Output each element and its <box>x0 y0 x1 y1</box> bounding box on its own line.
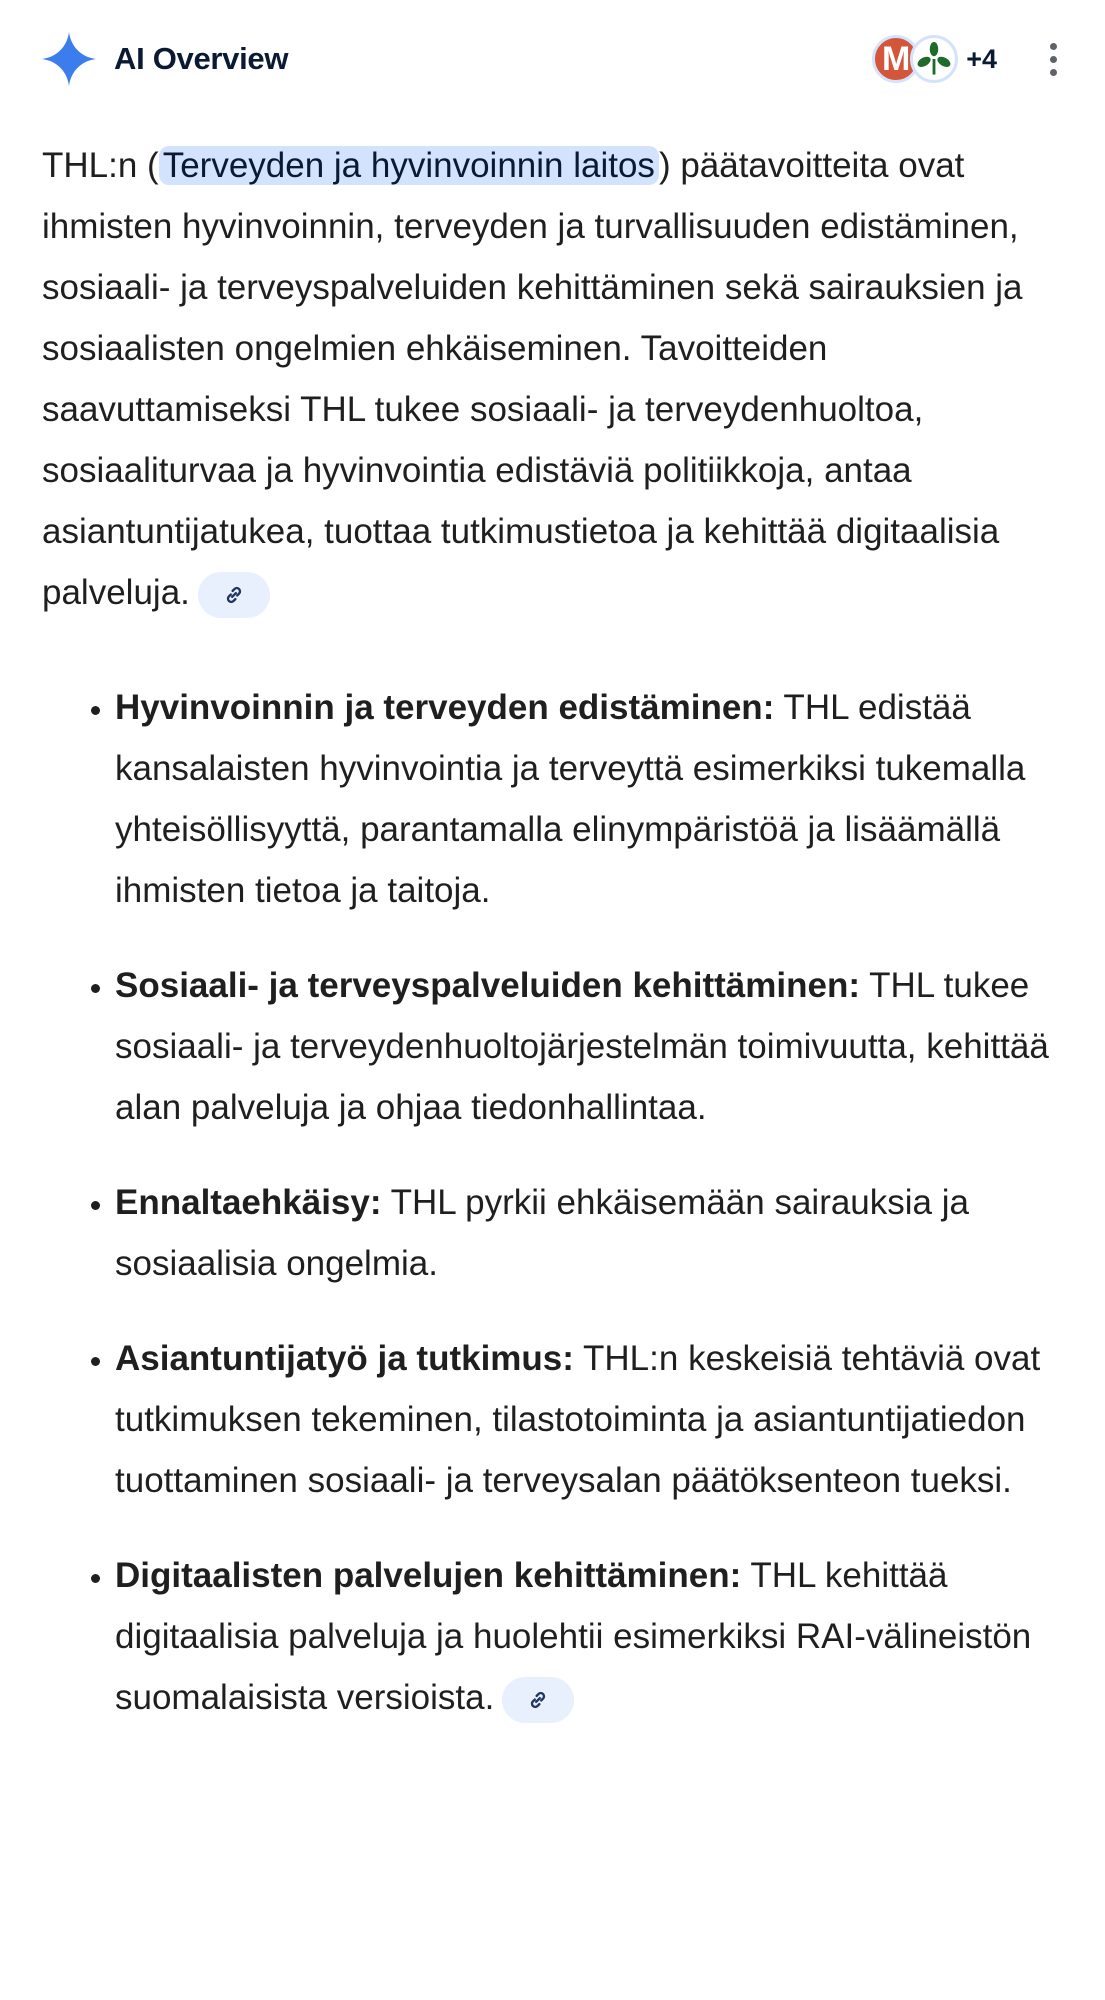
intro-paragraph <box>42 135 1072 623</box>
item-title: Asiantuntijatyö ja tutkimus: <box>115 1339 574 1378</box>
item-text: THL:n keskeisiä tehtäviä ovat tutkimuksen tekeminen, tilastotoiminta ja asiantuntijatiedon tuottaminen sosiaali- ja terveysalan päätöksenteon tueksi. <box>115 1339 1041 1500</box>
item-text: THL tukee sosiaali- ja terveydenhuoltojärjestelmän toimivuutta, kehittää alan palveluja ja ohjaa tiedonhallintaa. <box>115 966 1049 1127</box>
source-link-button[interactable] <box>198 572 270 618</box>
more-options-icon[interactable] <box>1043 43 1063 76</box>
goals-list <box>42 677 1072 1728</box>
source-link-button[interactable] <box>502 1677 574 1723</box>
highlighted-term-link[interactable]: Terveyden ja hyvinvoinnin laitos <box>159 146 659 185</box>
list-item <box>115 955 1072 1138</box>
intro-text-before: THL:n ( <box>42 146 159 185</box>
item-title: Hyvinvoinnin ja terveyden edistäminen: <box>115 688 775 727</box>
m-logo-icon: M <box>872 35 920 83</box>
link-icon <box>223 584 245 606</box>
list-item <box>115 677 1072 921</box>
overview-content <box>42 135 1072 1762</box>
list-item <box>115 1545 1072 1728</box>
item-title: Ennaltaehkäisy: <box>115 1183 382 1222</box>
ai-overview-header <box>42 24 1063 94</box>
item-text: THL kehittää digitaalisia palveluja ja huolehtii esimerkiksi RAI-välineistön suomalaisista versioista. <box>115 1556 1032 1717</box>
ai-overview-title: AI Overview <box>114 41 289 76</box>
item-text: THL pyrkii ehkäisemään sairauksia ja sosiaalisia ongelmia. <box>115 1183 969 1283</box>
gemini-sparkle-icon <box>42 32 96 86</box>
sources-button[interactable] <box>872 35 997 83</box>
item-title: Sosiaali- ja terveyspalveluiden kehittäminen: <box>115 966 860 1005</box>
link-icon <box>527 1689 549 1711</box>
list-item <box>115 1172 1072 1294</box>
list-item <box>115 1328 1072 1511</box>
item-text: THL edistää kansalaisten hyvinvointia ja terveyttä esimerkiksi tukemalla yhteisöllisyyttä, parantamalla elinympäristöä ja lisäämällä ihmisten tietoa ja taitoja. <box>115 688 1026 910</box>
intro-text-after: ) päätavoitteita ovat ihmisten hyvinvoinnin, terveyden ja turvallisuuden edistäminen, sosiaali- ja terveyspalveluiden kehittäminen sekä sairauksien ja sosiaalisten ongelmien ehkäiseminen. Tavoitteiden saavuttamiseksi THL tukee sosiaali- ja terveydenhuoltoa, sosiaaliturvaa ja hyvinvointia edistäviä politiikkoja, antaa asiantuntijatukea, tuottaa tutkimustietoa ja kehittää digitaalisia palveluja. <box>42 146 1023 612</box>
more-sources-count: +4 <box>966 43 997 74</box>
item-title: Digitaalisten palvelujen kehittäminen: <box>115 1556 742 1595</box>
clover-logo-icon <box>910 35 958 83</box>
